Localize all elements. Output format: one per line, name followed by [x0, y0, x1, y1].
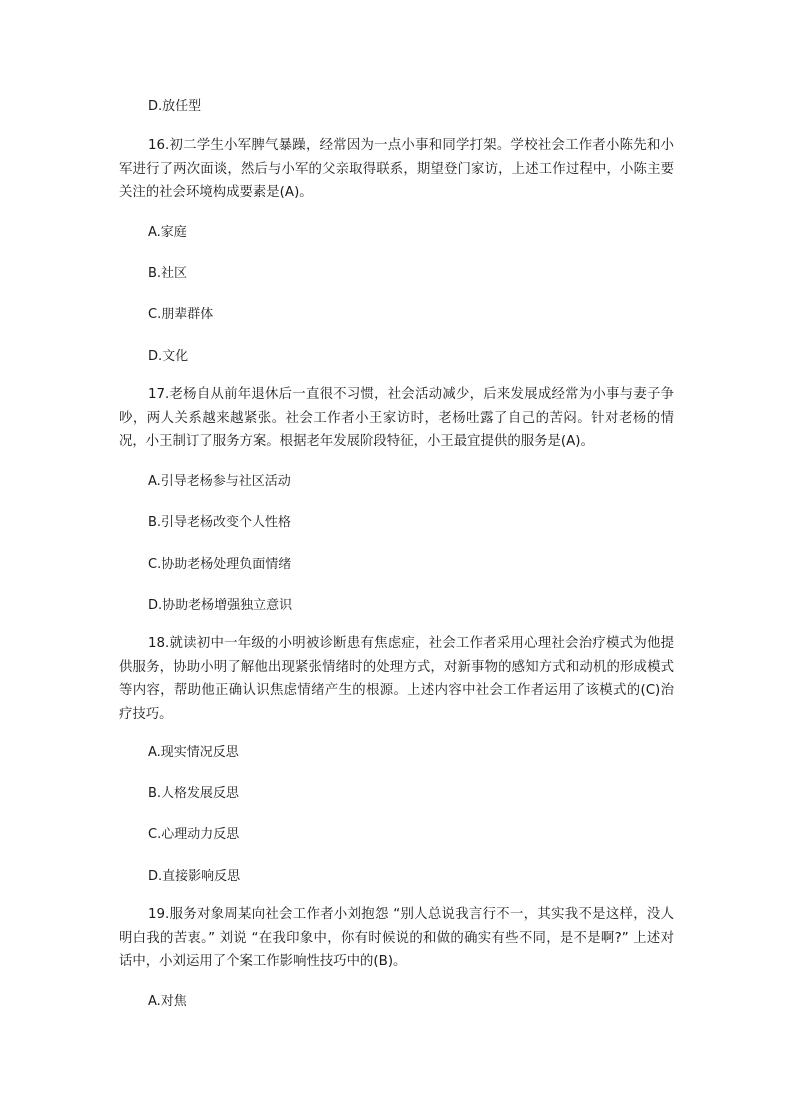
q18-option-d: D.直接影响反思 [148, 869, 241, 884]
q17-stem: 17.老杨自从前年退休后一直很不习惯，社会活动减少，后来发展成经常为小事与妻子争吵，两人关系越来越紧张。社会工作者小王家访时，老杨吐露了自己的苦闷。针对老杨的情况，小王制订了服务方案。根据老年发展阶段特征，小王最宜提供的服务是(A)。 [119, 387, 674, 450]
q17-option-d: D.协助老杨增强独立意识 [148, 598, 293, 613]
q17-option-b: B.引导老杨改变个人性格 [148, 515, 292, 530]
q16-option-d: D.文化 [148, 349, 189, 364]
q17-option-c: C.协助老杨处理负面情绪 [148, 557, 292, 572]
q19-stem: 19.服务对象周某向社会工作者小刘抱怨 “别人总说我言行不一，其实我不是这样，没人明白我的苦衷。” 刘说 “在我印象中，你有时候说的和做的确实有些不同，是不是啊?” 上述对话中，小刘运用了个案工作影响性技巧中的(B)。 [119, 907, 674, 970]
q16-stem: 16.初二学生小军脾气暴躁，经常因为一点小事和同学打架。学校社会工作者小陈先和小军进行了两次面谈，然后与小军的父亲取得联系，期望登门家访，上述工作过程中，小陈主要关注的社会环境构成要素是(A)。 [119, 138, 674, 201]
q17-option-a: A.引导老杨参与社区活动 [148, 474, 291, 489]
q16-option-a: A.家庭 [148, 225, 187, 240]
q15-option-d: D.放任型 [148, 99, 202, 114]
q16-option-b: B.社区 [148, 266, 188, 281]
q18-option-a: A.现实情况反思 [148, 745, 239, 760]
q18-stem: 18.就读初中一年级的小明被诊断患有焦虑症，社会工作者采用心理社会治疗模式为他提供服务，协助小明了解他出现紧张情绪时的处理方式，对新事物的感知方式和动机的形成模式等内容，帮助他正确认识焦虑情绪产生的根源。上述内容中社会工作者运用了该模式的(C)治疗技巧。 [119, 636, 674, 722]
q18-option-c: C.心理动力反思 [148, 827, 240, 842]
q18-option-b: B.人格发展反思 [148, 786, 240, 801]
q16-option-c: C.朋辈群体 [148, 307, 214, 322]
q19-option-a: A.对焦 [148, 994, 187, 1009]
